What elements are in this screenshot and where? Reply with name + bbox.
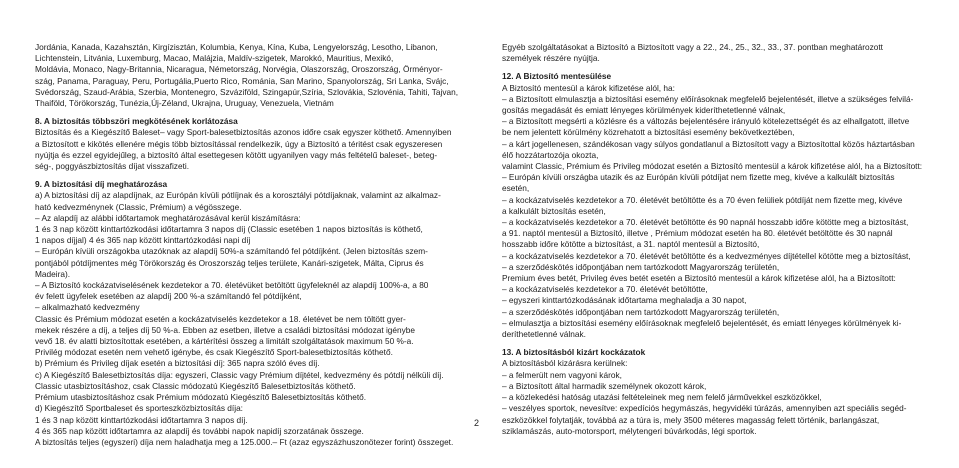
section-heading: 13. A biztosításból kizárt kockázatok xyxy=(502,347,646,358)
text-line: Classic utasbiztosításhoz, csak Classic módozatú Kiegészítő Balesetbiztosítás köthető. xyxy=(35,380,356,391)
text-line: Madeira). xyxy=(35,268,71,279)
text-line: A biztosításból kizárásra kerülnek: xyxy=(502,358,628,369)
text-line: élő hozzátartozója okozta, xyxy=(502,149,599,160)
text-line: Egyéb szolgáltatásokat a Biztosító a Biztosított vagy a 22., 24., 25., 32., 33., 37. pontban meghatározott xyxy=(502,42,883,52)
section-heading: 8. A biztosítás többszöri megkötésének korlátozása xyxy=(35,116,238,127)
text-line: pontjából pótdíjmentes még Törökország és Oroszország teljes területe, Kanári-szigetek, Málta, Ciprus és xyxy=(35,257,424,268)
text-line: személyek részére nyújtja. xyxy=(502,53,600,64)
text-line: A Biztosító mentesül a károk kifizetése alól, ha: xyxy=(502,82,675,93)
text-line: – a kockázatviselés kezdetekor a 70. életévét betöltötte, xyxy=(502,284,708,295)
text-line: – Európán kívüli országba utazik és az Európán kívüli pótdíjat nem fizette meg, kivéve a kalkulált biztosítás xyxy=(502,172,895,183)
text-line: Lichtenstein, Litvánia, Luxemburg, Macao, Malájzia, Maldív-szigetek, Marokkó, Mauritius, Mexikó, xyxy=(35,53,394,64)
text-line: – a kárt jogellenesen, szándékosan vagy súlyos gondatlanul a Biztosított vagy a Biztosítottal közös háztartásban xyxy=(502,138,915,149)
paragraph-gap xyxy=(502,64,924,71)
text-line: a kalkulált biztosítás esetén, xyxy=(502,205,606,216)
text-line: deríthetetlenné válnak. xyxy=(502,329,586,340)
text-line: Privilég módozat esetén nem vehető igénybe, és csak Kiegészítő Sport-balesetbiztosítás köthető. xyxy=(35,347,393,358)
paragraph-gap xyxy=(35,172,480,179)
text-line: hosszabb időre kötötte a biztosítást, a 31. naptól mentesül a Biztosító, xyxy=(502,239,760,250)
text-line: gosítás megadását és emiatt lényeges körülmények kideríthetetlenné válnak, xyxy=(502,105,786,116)
text-line: 4 és 365 nap között időtartamra az alapdíj és további napok napidíj szorzatának összege. xyxy=(35,425,364,436)
text-line: ség-, poggyászbiztosítás díjat visszafizeti. xyxy=(35,161,190,172)
text-line: év felett ügyfelek esetében az alapdíj 200 %-a számítandó fel pótdíjként, xyxy=(35,291,302,302)
text-line: – alkalmazható kedvezmény xyxy=(35,302,140,313)
text-line: esetén, xyxy=(502,183,530,194)
text-line: a Biztosított e kikötés ellenére mégis több biztosítással rendelkezik, úgy a Biztosító a téritést csak egyszeresen xyxy=(35,138,443,149)
text-line: Biztosítás és a Kiegészítő Baleset– vagy Sport-balesetbiztosítás azonos időre csak egyszer köthető. Amennyiben xyxy=(35,127,452,138)
left-column xyxy=(35,42,480,448)
text-line: Moldávia, Monaco, Nagy-Britannia, Nicaragua, Németország, Norvégia, Olaszország, Oroszország, Örményor- xyxy=(35,64,443,75)
text-line: – a kockázatviselés kezdetekor a 70. életévét betöltötte és a 70 éven felüliek pótdíját nem fizette meg, kivéve xyxy=(502,194,903,205)
section-heading: 9. A biztosítási díj meghatározása xyxy=(35,179,168,190)
text-line: – veszélyes sportok, nevesítve: expedíciós hegymászás, hegyvidéki túrázás, amennyiben azt speciális segéd- xyxy=(502,403,907,414)
text-line: Jordánia, Kanada, Kazahsztán, Kirgízisztán, Kolumbia, Kenya, Kína, Kuba, Lengyelország, Lesotho, Libanon, xyxy=(35,42,438,52)
text-line: – A Biztosító kockázatviselésének kezdetekor a 70. életévüket betöltött ügyfeleknél az alapdíj 100%-a, a 80 xyxy=(35,280,429,291)
paragraph-gap xyxy=(502,340,924,347)
text-line: Classic és Prémium módozat esetén a kockázatviselés kezdetekor a 18. életévet be nem töltött gyer- xyxy=(35,313,406,324)
page-number: 2 xyxy=(474,418,480,428)
text-line: 1 és 3 nap között kinttartózkodási időtartamra 3 napos díj. xyxy=(35,414,248,425)
text-line: Prémium utasbiztosításhoz csak Prémium módozatú Kiegészítő Balesetbiztosítás köthető. xyxy=(35,392,367,403)
text-line: – a Biztosított elmulasztja a biztosítási esemény előírásoknak megfelelő bejelentését, illetve a szükséges felvilá- xyxy=(502,93,914,104)
text-line: a) A biztosítási díj az alapdíjnak, az Európán kívüli pótlíjnak és a korosztályi pótdíjaknak, valamint az alkalmaz- xyxy=(35,190,441,201)
text-line: Thaiföld, Törökország, Tunézia,Új-Zéland, Ukrajna, Uruguay, Venezuela, Vietnám xyxy=(35,98,334,109)
text-line: c) A Kiegészítő Balesetbiztosítás díja: egyszeri, Classic vagy Prémium díjtétel, kedvezmény és pótdíj nélküli díj. xyxy=(35,369,444,380)
text-line: ható kedvezménynek (Classic, Prémium) a végösszege. xyxy=(35,201,242,212)
text-line: valamint Classic, Prémium és Privileg módozat esetén a Biztosító mentesül a károk kifizetése alól, ha a Biztosított: xyxy=(502,161,923,172)
text-line: – a kockázatviselés kezdetekor a 70. életévét betöltötte és 90 napnál hosszabb időre kötötte meg a biztosítást, xyxy=(502,217,909,228)
text-line: b) Prémium és Privileg díjak esetén a biztosítási díj: 365 napra szóló éves díj. xyxy=(35,358,320,369)
text-line: – a Biztosított által harmadik személynek okozott károk, xyxy=(502,380,707,391)
text-line: vevő 18. év alatti biztosítottak esetében, a kártérítési összeg a limitált szolgáltatások maximum 50 %-a. xyxy=(35,336,414,347)
text-line: Svédország, Szaud-Arábia, Szerbia, Montenegro, Szváziföld, Szingapúr,Szíria, Szlovákia, Szlovénia, Tahiti, Tajvan, xyxy=(35,86,459,97)
text-line: – a szerződéskötés időpontjában nem tartózkodott Magyarország területén, xyxy=(502,261,780,272)
text-line: szág, Panama, Paraguay, Peru, Portugália,Puerto Rico, Románia, San Marino, Spanyolország, Sri Lanka, Svájc, xyxy=(35,75,449,86)
text-line: a 91. naptól mentesül a Biztosító, illetve , Prémium módozat esetén ha 80. életévét betöltötte és 30 napnál xyxy=(502,228,893,239)
text-line: A biztosítás teljes (egyszeri) díja nem haladhatja meg a 125.000.– Ft (azaz egyszázhuszonötezer forint) összeget. xyxy=(35,436,454,447)
text-line: – a közlekedési hatóság utazási feltételeinek meg nem felelő járművekkel eszközökkel, xyxy=(502,392,822,403)
text-line: mekek részére a díj, a teljes díj 50 %-a. Ebben az esetben, illetve a családi biztosítási módozat igénybe xyxy=(35,324,416,335)
text-line: 1 napos díjjal) 4 és 365 nap között kinttartózkodási napi díj xyxy=(35,235,251,246)
text-line: – a szerződéskötés időpontjában nem tartózkodott Magyarország területén, xyxy=(502,306,780,317)
paragraph-gap xyxy=(35,109,480,116)
right-column xyxy=(502,42,924,437)
text-line: – a kockázatviselés kezdetekor a 70. életévét betöltötte és a kedvezményes díjtétellel kötötte meg a biztosítást, xyxy=(502,250,911,261)
text-line: Premium éves betét, Privileg éves betét esetén a Biztosító mentesül a károk kifizetése alól, ha a Biztosított: xyxy=(502,273,896,284)
text-line: be nem jelentett körülmény közrehatott a biztosítási esemény bekövetkeztében, xyxy=(502,127,795,138)
text-line: – elmulasztja a biztosítási esemény előírásoknak megfelelő bejelentését, és emiatt lényeges körülmények ki- xyxy=(502,317,902,328)
text-line: d) Kiegészítő Sportbaleset és sporteszközbiztosítás díja: xyxy=(35,403,243,414)
text-line: sziklamászás, auto-motorsport, mélytengeri búvárkodás, légi sportok. xyxy=(502,425,757,436)
text-line: – egyszeri kinttartózkodásának időtartama meghaladja a 30 napot, xyxy=(502,295,747,306)
text-line: – a Biztosított megsérti a közlésre és a változás bejelentésére irányuló kötelezettségét és az elhallgatott, illetve xyxy=(502,116,910,127)
text-line: 1 és 3 nap között kinttartózkodási időtartamra 3 napos díj (Classic esetében 1 napos biztosítás is köthető, xyxy=(35,224,423,235)
text-line: – Az alapdíj az alábbi időtartamok meghatározásával kerül kiszámításra: xyxy=(35,212,301,223)
text-line: eszközökkel folytatják, továbbá az a túra is, mely 3500 méteres magasság felett történik, barlangászat, xyxy=(502,414,880,425)
section-heading: 12. A Biztosító mentesülése xyxy=(502,71,612,82)
text-line: – Európán kívüli országokba utazóknak az alapdíj 50%-a számítandó fel pótdíjként. (Jelen biztosítás szem- xyxy=(35,246,428,257)
text-line: nyújtja és ezzel egyidejűleg, a biztosító által esettegesen kötött ugyanilyen vagy más feltételű baleset-, beteg- xyxy=(35,149,438,160)
text-line: – a felmerült nem vagyoni károk, xyxy=(502,369,622,380)
